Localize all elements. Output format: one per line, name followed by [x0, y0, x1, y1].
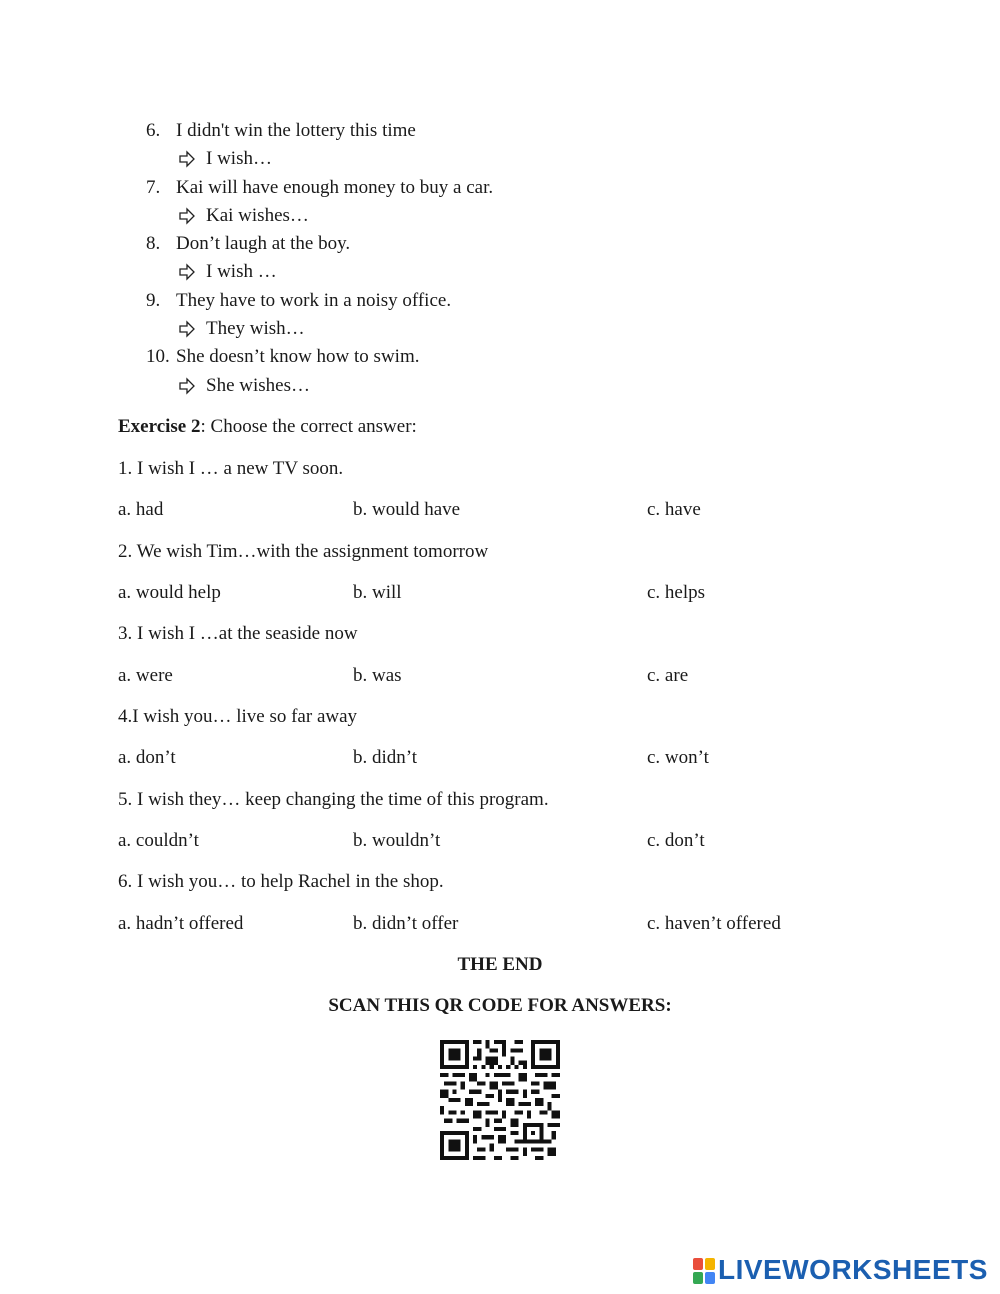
question-text: 5. I wish they… keep changing the time of this program. — [118, 789, 549, 810]
option-a[interactable]: a. couldn’t — [118, 830, 199, 851]
option-a[interactable]: a. don’t — [118, 747, 176, 768]
option-b[interactable]: b. will — [353, 582, 402, 603]
item-sentence: Don’t laugh at the boy. — [176, 233, 351, 254]
item-sentence: Kai will have enough money to buy a car. — [176, 177, 494, 198]
option-b[interactable]: b. was — [353, 665, 402, 686]
option-c[interactable]: c. helps — [647, 582, 706, 603]
qr-code-icon[interactable] — [440, 1040, 560, 1160]
option-b[interactable]: b. would have — [353, 499, 461, 520]
option-a[interactable]: a. would help — [118, 582, 221, 603]
arrow-icon — [178, 260, 196, 284]
exercise-2-instruction: : Choose the correct answer: — [200, 416, 417, 437]
liveworksheets-logo-icon — [692, 1256, 716, 1286]
item-number: 9. — [146, 290, 161, 311]
option-c[interactable]: c. have — [647, 499, 701, 520]
scan-qr-instruction: SCAN THIS QR CODE FOR ANSWERS: — [328, 995, 672, 1016]
option-c[interactable]: c. won’t — [647, 747, 709, 768]
option-c[interactable]: c. haven’t offered — [647, 913, 781, 934]
option-b[interactable]: b. wouldn’t — [353, 830, 441, 851]
option-b[interactable]: b. didn’t offer — [353, 913, 459, 934]
option-a[interactable]: a. were — [118, 665, 173, 686]
exercise-2-label: Exercise 2 — [118, 416, 201, 437]
question-text: 3. I wish I …at the seaside now — [118, 623, 358, 644]
option-b[interactable]: b. didn’t — [353, 747, 418, 768]
option-c[interactable]: c. are — [647, 665, 689, 686]
option-a[interactable]: a. had — [118, 499, 164, 520]
question-text: 1. I wish I … a new TV soon. — [118, 458, 344, 479]
item-number: 8. — [146, 233, 161, 254]
question-text: 6. I wish you… to help Rachel in the shop. — [118, 871, 444, 892]
item-number: 6. — [146, 120, 161, 141]
item-answer-prompt: She wishes… — [206, 375, 310, 396]
option-a[interactable]: a. hadn’t offered — [118, 913, 244, 934]
item-number: 10. — [146, 346, 170, 367]
item-answer-prompt: Kai wishes… — [206, 205, 309, 226]
arrow-icon — [178, 317, 196, 341]
item-answer-prompt: They wish… — [206, 318, 305, 339]
item-answer-prompt: I wish … — [206, 261, 277, 282]
the-end-heading: THE END — [457, 954, 543, 975]
item-sentence: I didn't win the lottery this time — [176, 120, 416, 141]
question-text: 2. We wish Tim…with the assignment tomorrow — [118, 541, 489, 562]
question-text: 4.I wish you… live so far away — [118, 706, 358, 727]
item-answer-prompt: I wish… — [206, 148, 272, 169]
exercise-2-heading — [118, 415, 417, 439]
item-sentence: She doesn’t know how to swim. — [176, 346, 420, 367]
arrow-icon — [178, 374, 196, 398]
arrow-icon — [178, 204, 196, 228]
option-c[interactable]: c. don’t — [647, 830, 705, 851]
arrow-icon — [178, 147, 196, 171]
item-number: 7. — [146, 177, 161, 198]
item-sentence: They have to work in a noisy office. — [176, 290, 452, 311]
liveworksheets-brand-name: LIVEWORKSHEETS — [718, 1254, 988, 1285]
